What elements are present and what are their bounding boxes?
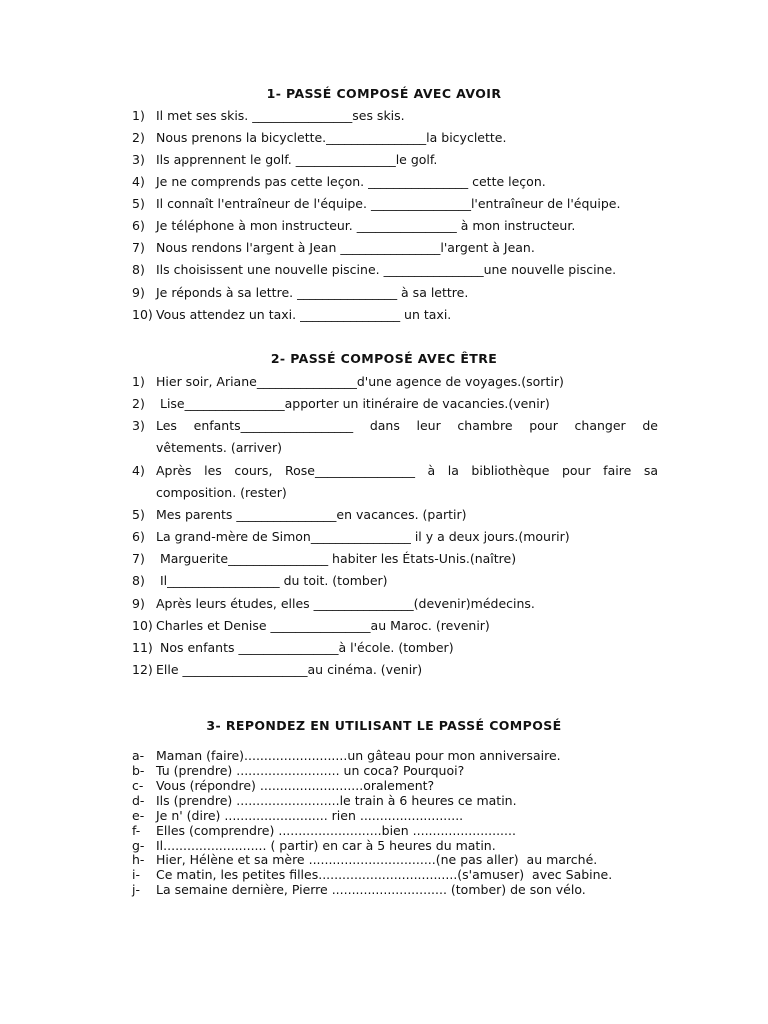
item-text-line-2: composition. (rester) [156, 485, 287, 500]
item-letter: e- [132, 808, 145, 823]
item-text: Vous attendez un taxi. ________________ un taxi. [156, 307, 452, 322]
item-text: Nous prenons la bicyclette.________________la bicyclette. [156, 130, 507, 145]
item-number: 4) [132, 174, 145, 189]
item-letter: c- [132, 778, 144, 793]
item-letter: g- [132, 838, 145, 853]
item-text-line-1 [156, 418, 658, 434]
item-text: Tu (prendre) .......................... un coca? Pourquoi? [156, 763, 465, 778]
item-number: 10) [132, 618, 153, 633]
item-number: 6) [132, 218, 145, 233]
item-text: Je ne comprends pas cette leçon. ________________ cette leçon. [156, 174, 546, 189]
item-letter: j- [132, 882, 140, 897]
item-text: Ils apprennent le golf. ________________le golf. [156, 152, 438, 167]
item-text: Vous (répondre) ..........................oralement? [156, 778, 435, 793]
item-text-line-1 [156, 463, 658, 479]
item-text: Hier soir, Ariane________________d'une agence de voyages.(sortir) [156, 374, 564, 389]
item-number: 1) [132, 374, 145, 389]
item-text: Après les cours, Rose________________ à la bibliothèque pour faire sa [156, 463, 658, 478]
item-text: Il connaît l'entraîneur de l'équipe. ________________l'entraîneur de l'équipe. [156, 196, 621, 211]
item-number: 8) [132, 262, 145, 277]
item-number: 12) [132, 662, 153, 677]
item-text: Je n' (dire) .......................... rien .......................... [156, 808, 464, 823]
item-text: Charles et Denise ________________au Maroc. (revenir) [156, 618, 490, 633]
item-text: Mes parents ________________en vacances. (partir) [156, 507, 467, 522]
item-number: 5) [132, 507, 145, 522]
item-number: 2) [132, 130, 145, 145]
item-number: 9) [132, 596, 145, 611]
item-letter: b- [132, 763, 145, 778]
item-number: 4) [132, 463, 145, 478]
item-text-line-2: vêtements. (arriver) [156, 440, 283, 455]
item-text: Il met ses skis. ________________ses skis. [156, 108, 405, 123]
item-number: 7) [132, 551, 145, 566]
item-text: Il.......................... ( partir) en car à 5 heures du matin. [156, 838, 496, 853]
item-text: Il__________________ du toit. (tomber) [156, 573, 388, 588]
item-number: 10) [132, 307, 153, 322]
item-text: La grand-mère de Simon________________ il y a deux jours.(mourir) [156, 529, 570, 544]
item-text: Elle ____________________au cinéma. (venir) [156, 662, 423, 677]
item-number: 3) [132, 418, 145, 433]
item-number: 5) [132, 196, 145, 211]
item-letter: d- [132, 793, 145, 808]
item-letter: h- [132, 852, 145, 867]
item-text: Nos enfants ________________à l'école. (tomber) [160, 640, 454, 655]
item-text: Maman (faire)..........................un gâteau pour mon anniversaire. [156, 748, 561, 763]
item-text: Nous rendons l'argent à Jean ________________l'argent à Jean. [156, 240, 535, 255]
item-number: 1) [132, 108, 145, 123]
item-letter: i- [132, 867, 140, 882]
item-text: La semaine dernière, Pierre ............................. (tomber) de son vélo. [156, 882, 586, 897]
item-letter: f- [132, 823, 141, 838]
item-text: Je téléphone à mon instructeur. ________________ à mon instructeur. [156, 218, 576, 233]
item-text: Ils choisissent une nouvelle piscine. ________________une nouvelle piscine. [156, 262, 617, 277]
item-letter: a- [132, 748, 145, 763]
item-text: Lise________________apporter un itinéraire de vacancies.(venir) [156, 396, 550, 411]
item-text: Ils (prendre) ..........................le train à 6 heures ce matin. [156, 793, 517, 808]
item-number: 6) [132, 529, 145, 544]
item-text: Hier, Hélène et sa mère ................................(ne pas aller) au marché. [156, 852, 598, 867]
item-text: Après leurs études, elles ________________(devenir)médecins. [156, 596, 535, 611]
section-3-title: 3- REPONDEZ EN UTILISANT LE PASSÉ COMPOSÉ [206, 718, 562, 733]
section-2-title: 2- PASSÉ COMPOSÉ AVEC ÊTRE [270, 351, 498, 366]
item-number: 7) [132, 240, 145, 255]
item-text: Marguerite________________ habiter les États-Unis.(naître) [156, 551, 517, 566]
item-number: 11) [132, 640, 153, 655]
item-number: 8) [132, 573, 145, 588]
item-text: Ce matin, les petites filles...................................(s'amuser) avec Sabine. [156, 867, 613, 882]
item-number: 9) [132, 285, 145, 300]
section-1-title: 1- PASSÉ COMPOSÉ AVEC AVOIR [266, 86, 502, 101]
item-text: Elles (comprendre) ..........................bien .......................... [156, 823, 516, 838]
item-text: Je réponds à sa lettre. ________________ à sa lettre. [156, 285, 469, 300]
item-number: 2) [132, 396, 145, 411]
item-text: Les enfants__________________ dans leur chambre pour changer de [156, 418, 658, 433]
item-number: 3) [132, 152, 145, 167]
